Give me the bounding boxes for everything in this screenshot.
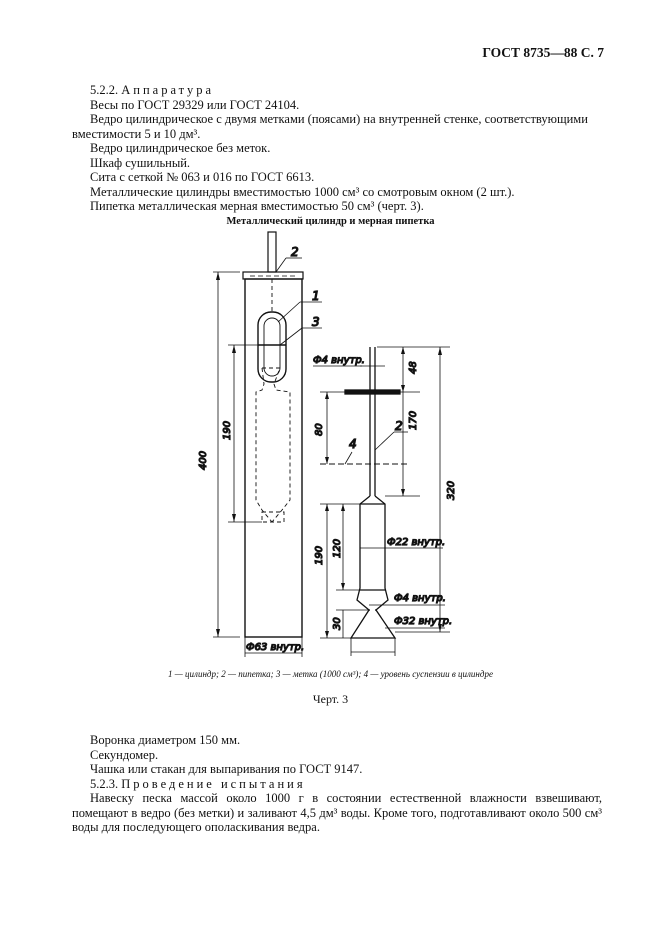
cylinder-body bbox=[245, 279, 302, 637]
list-item: Пипетка металлическая мерная вместимостью 50 см³ (черт. 3). bbox=[90, 199, 424, 213]
label-4: 4 bbox=[349, 437, 357, 451]
dim-400: 400 bbox=[198, 450, 209, 470]
list-item: Воронка диаметром 150 мм. bbox=[90, 733, 241, 747]
figure-title: Металлический цилиндр и мерная пипетка bbox=[226, 216, 435, 227]
dim-80: 80 bbox=[314, 423, 325, 436]
list-item: Чашка или стакан для выпаривания по ГОСТ 9147. bbox=[90, 762, 363, 776]
label-2-left: 2 bbox=[291, 245, 299, 259]
dim-diameter-4-bottom: Ф4 внутр. bbox=[394, 593, 446, 604]
section-heading bbox=[72, 83, 602, 98]
dim-120: 120 bbox=[332, 538, 343, 558]
dim-170: 170 bbox=[408, 410, 419, 430]
section-title: Аппаратура bbox=[121, 83, 215, 97]
section-heading bbox=[72, 777, 602, 792]
dim-diameter-32: Ф32 внутр. bbox=[394, 616, 453, 627]
label-1: 1 bbox=[312, 289, 320, 303]
cylinder-cap bbox=[243, 272, 303, 279]
dim-190-right: 190 bbox=[314, 545, 325, 565]
page-header: ГОСТ 8735—88 С. 7 bbox=[482, 45, 604, 60]
paragraph: Навеску песка массой около 1000 г в состоянии естественной влажности взвешивают, помещают в ведро (без метки) и заливают 4,5 дм³ воды. Кроме того, подготавливают около 500 см³ воды для последующего ополаскивания ведра. bbox=[72, 791, 602, 834]
dim-320: 320 bbox=[446, 480, 457, 500]
dim-190: 190 bbox=[222, 420, 233, 440]
cylinder-rod bbox=[268, 232, 276, 272]
list-item: Сита с сеткой № 063 и 016 по ГОСТ 6613. bbox=[90, 170, 315, 184]
section-number: 5.2.3. bbox=[90, 776, 119, 791]
pipette bbox=[345, 347, 400, 638]
label-2-right: 2 bbox=[395, 419, 403, 433]
section-continuation bbox=[72, 733, 602, 835]
list-item: Весы по ГОСТ 29329 или ГОСТ 24104. bbox=[90, 97, 300, 112]
section-title: Проведение испытания bbox=[121, 776, 306, 791]
figure-caption: 1 — цилиндр; 2 — пипетка; 3 — метка (1000 см³); 4 — уровень суспензии в цилиндре bbox=[168, 669, 493, 679]
dim-48: 48 bbox=[408, 361, 419, 374]
section-number: 5.2.2. bbox=[90, 83, 119, 97]
list-item: Ведро цилиндрическое без меток. bbox=[90, 141, 271, 155]
label-3: 3 bbox=[312, 315, 320, 329]
section-apparatus bbox=[72, 83, 602, 214]
dim-diameter-22: Ф22 внутр. bbox=[387, 537, 446, 548]
list-item: Ведро цилиндрическое с двумя метками (поясами) на внутренней стенке, соответствующими вместимости 5 и 10 дм³. bbox=[72, 112, 588, 141]
dim-30: 30 bbox=[332, 617, 343, 630]
list-item: Секундомер. bbox=[90, 747, 159, 762]
figure-drawing bbox=[0, 228, 661, 668]
dim-diameter-63: Ф63 внутр. bbox=[246, 642, 305, 653]
list-item: Шкаф сушильный. bbox=[90, 155, 191, 170]
figure-number: Черт. 3 bbox=[312, 692, 349, 706]
dim-diameter-4-top: Ф4 внутр. bbox=[313, 355, 365, 366]
list-item: Металлические цилиндры вместимостью 1000 см³ со смотровым окном (2 шт.). bbox=[90, 184, 515, 199]
